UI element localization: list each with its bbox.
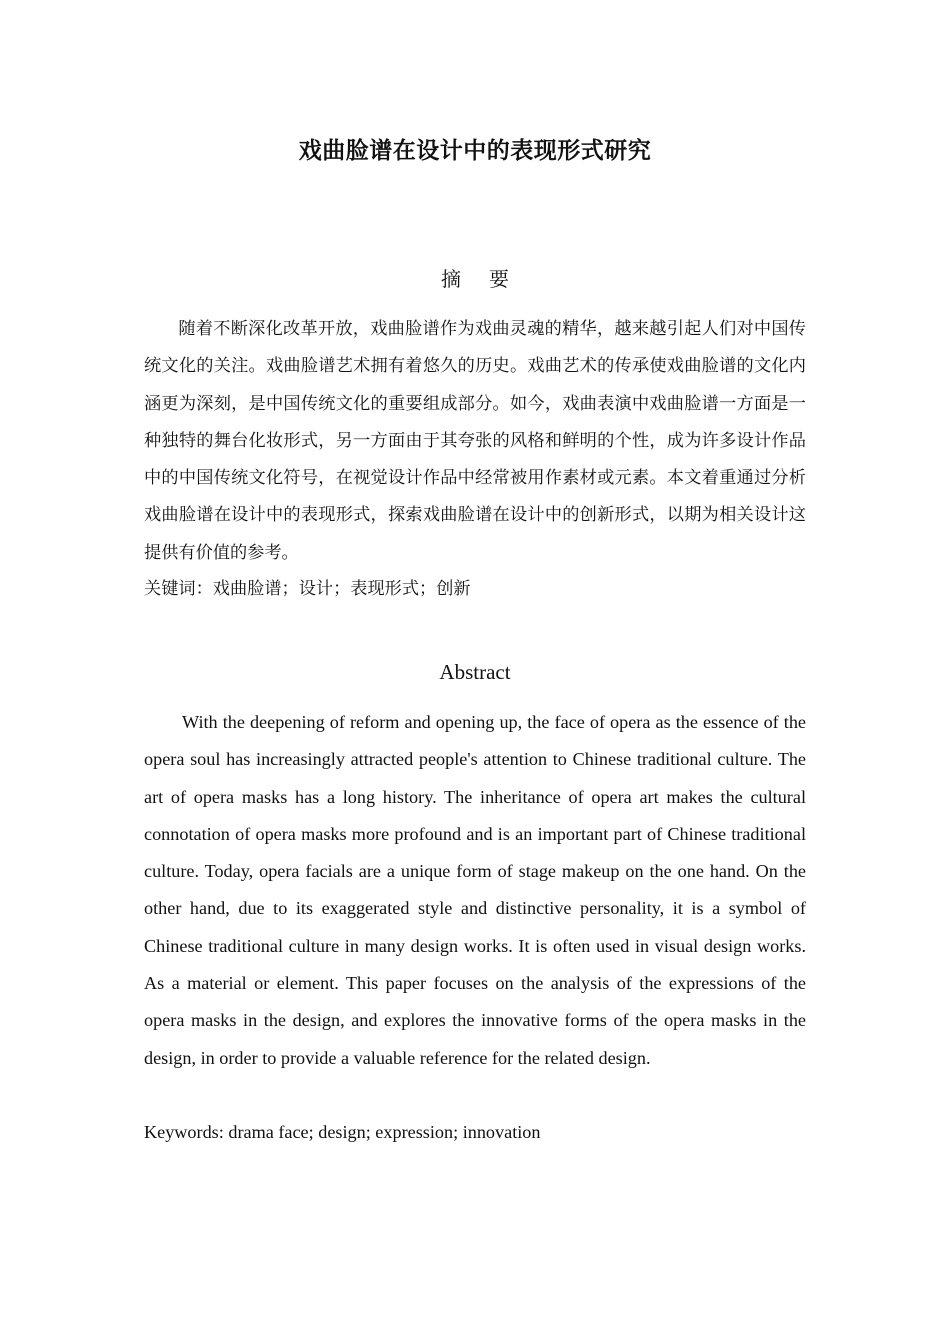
english-abstract-body: With the deepening of reform and opening up, the face of opera as the essence of the opera soul has increasingly attracted people's attention to Chinese traditional culture. The art of opera masks has a long history. The inheritance of opera art makes the cultural connotation of opera masks more profound and is an important part of Chinese traditional culture. Today, opera facials are a unique form of stage makeup on the one hand. On the other hand, due to its exaggerated style and distinctive personality, it is a symbol of Chinese traditional culture in many design works. It is often used in visual design works. As a material or element. This paper focuses on the analysis of the expressions of the opera masks in the design, and explores the innovative forms of the opera masks in the design, in order to provide a valuable reference for the related design. <box>144 712 806 1068</box>
paper-title: 戏曲脸谱在设计中的表现形式研究 <box>298 138 652 164</box>
chinese-abstract-heading-char-2: 要 <box>489 267 509 291</box>
chinese-keywords: 关键词：戏曲脸谱；设计；表现形式；创新 <box>144 579 471 599</box>
english-keywords: Keywords: drama face; design; expression; innovation <box>144 1122 541 1142</box>
english-abstract-heading: Abstract <box>439 660 511 684</box>
chinese-abstract-body: 随着不断深化改革开放，戏曲脸谱作为戏曲灵魂的精华，越来越引起人们对中国传统文化的关注。戏曲脸谱艺术拥有着悠久的历史。戏曲艺术的传承使戏曲脸谱的文化内涵更为深刻，是中国传统文化的重要组成部分。如今，戏曲表演中戏曲脸谱一方面是一种独特的舞台化妆形式，另一方面由于其夸张的风格和鲜明的个性，成为许多设计作品中的中国传统文化符号，在视觉设计作品中经常被用作素材或元素。本文着重通过分析戏曲脸谱在设计中的表现形式，探索戏曲脸谱在设计中的创新形式，以期为相关设计这提供有价值的参考。 <box>144 319 806 563</box>
chinese-abstract-heading <box>0 264 950 294</box>
chinese-abstract-heading-char-1: 摘 <box>441 267 461 291</box>
